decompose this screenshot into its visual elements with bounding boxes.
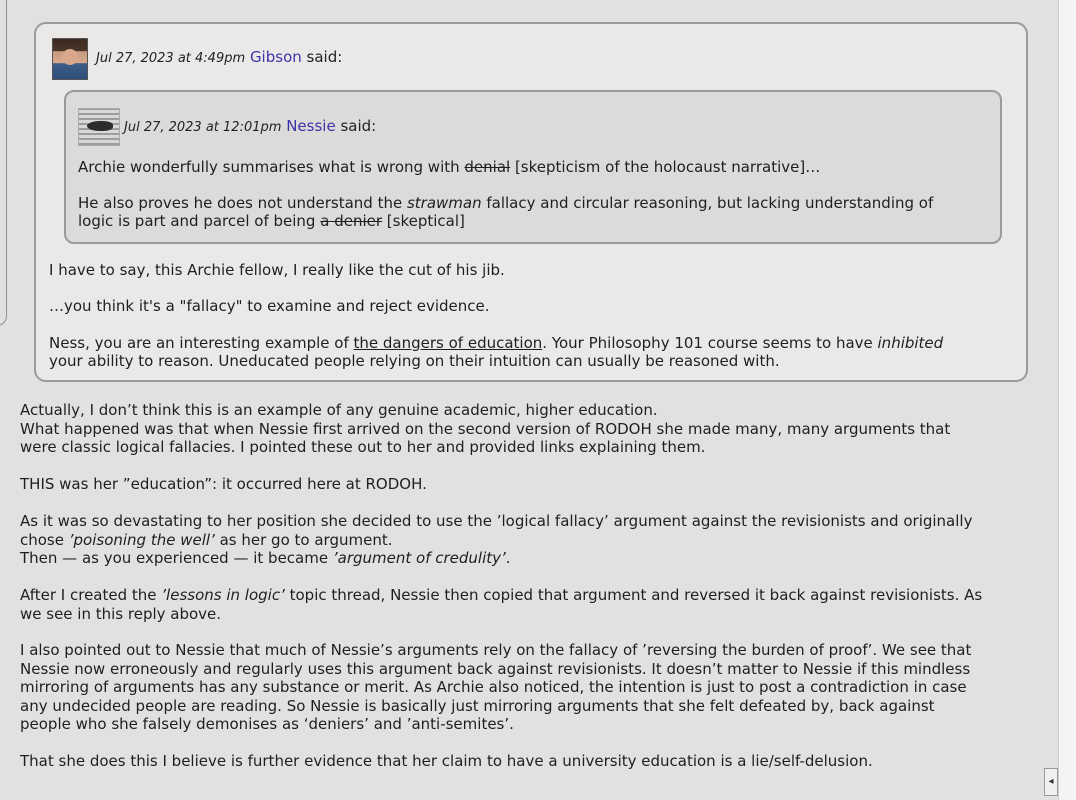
text-line [20, 531, 972, 550]
vertical-scrollbar[interactable] [1058, 0, 1076, 800]
text-line: Nessie now erroneously and regularly uses this argument back against revisionists. It doesn’t matter to Nessie if this mindless [20, 659, 971, 678]
outer-quote-header [96, 48, 342, 66]
outer-reply-line-1: I have to say, this Archie fellow, I really like the cut of his jib. [49, 261, 505, 279]
text-segment: logic is part and parcel of being [78, 212, 321, 230]
text-line: I also pointed out to Nessie that much of Nessie’s arguments rely on the fallacy of ’reversing the burden of proof’. We see that [20, 641, 972, 659]
struck-word: denial [464, 158, 511, 176]
inner-quote-date: Jul 27, 2023 at 12:01pm [124, 120, 282, 135]
text-segment: Ness, you are an interesting example of [49, 334, 354, 352]
scroll-left-arrow-icon[interactable]: ◂ [1044, 768, 1058, 796]
outer-reply-line-3 [49, 334, 943, 352]
text-line: people who she falsely demonises as ‘deniers’ and ’anti-semites’. [20, 715, 514, 733]
post-paragraph-5 [20, 641, 971, 734]
text-segment: fallacy and circular reasoning, but lacking understanding of [481, 194, 934, 212]
inner-quote-username[interactable]: Nessie [286, 117, 336, 135]
text-segment: He also proves he does not understand the [78, 194, 407, 212]
outer-quote-said: said: [306, 48, 343, 66]
nessie-avatar[interactable] [78, 108, 120, 146]
inner-quote-line-2 [78, 194, 933, 212]
text-line: mirroring of arguments has any substance or merit. As Archie also noticed, the intention is just to post a contradiction in case [20, 678, 967, 696]
emphasis: strawman [406, 194, 482, 212]
outer-quote-date: Jul 27, 2023 at 4:49pm [96, 51, 246, 66]
post-paragraph-2: THIS was her ”education”: it occurred here at RODOH. [20, 475, 427, 493]
text-segment: topic thread, Nessie then copied that argument and reversed it back against revisionists. As [284, 586, 983, 604]
post-paragraph-3 [20, 512, 972, 568]
text-line: Actually, I don’t think this is an example of any genuine academic, higher education. [20, 401, 658, 419]
emphasis: ’lessons in logic’ [161, 586, 285, 604]
text-line: were classic logical fallacies. I pointed these out to her and provided links explaining them. [20, 438, 706, 456]
text-line: As it was so devastating to her position she decided to use the ’logical fallacy’ argument against the revisionists and originally [20, 512, 973, 530]
text-segment: [skepticism of the holocaust narrative]… [510, 158, 821, 176]
text-segment: . [505, 549, 511, 567]
outer-reply-line-2: …you think it's a "fallacy" to examine and reject evidence. [49, 297, 490, 315]
text-line: any undecided people are reading. So Nessie is basically just mirroring arguments that she felt defeated by, back against [20, 696, 935, 715]
emphasis: inhibited [877, 334, 944, 352]
text-segment: . Your Philosophy 101 course seems to have [542, 334, 878, 352]
previous-quote-edge [0, 0, 7, 326]
post-paragraph-1 [20, 401, 950, 457]
post-paragraph-6: That she does this I believe is further evidence that her claim to have a university education is a lie/self-delusion. [20, 752, 873, 770]
text-segment: Archie wonderfully summarises what is wrong with [78, 158, 465, 176]
struck-word: a denier [320, 212, 383, 230]
outer-reply-line-4: your ability to reason. Uneducated people relying on their intuition can usually be reasoned with. [49, 352, 780, 370]
emphasis: ’poisoning the well’ [68, 530, 215, 549]
inner-quote-said: said: [340, 117, 377, 135]
text-segment: as her go to argument. [214, 530, 393, 549]
text-line: What happened was that when Nessie first arrived on the second version of RODOH she made many, many arguments that [20, 419, 951, 438]
outer-quote-username[interactable]: Gibson [249, 48, 302, 66]
dangers-of-education-link[interactable]: the dangers of education [353, 334, 543, 352]
inner-quote-line-3 [78, 212, 465, 230]
text-line [20, 586, 982, 605]
inner-quote-header [124, 117, 376, 135]
text-line [20, 549, 972, 568]
emphasis: ’argument of credulity’ [332, 549, 506, 567]
text-segment: chose [20, 530, 69, 549]
post-paragraph-4 [20, 586, 982, 623]
inner-quote-line-1 [78, 158, 820, 176]
text-segment: Then — as you experienced — it became [20, 549, 333, 567]
text-segment: After I created the [20, 586, 162, 604]
gibson-avatar[interactable] [52, 38, 88, 80]
text-segment: [skeptical] [382, 212, 465, 230]
text-line: we see in this reply above. [20, 604, 222, 623]
